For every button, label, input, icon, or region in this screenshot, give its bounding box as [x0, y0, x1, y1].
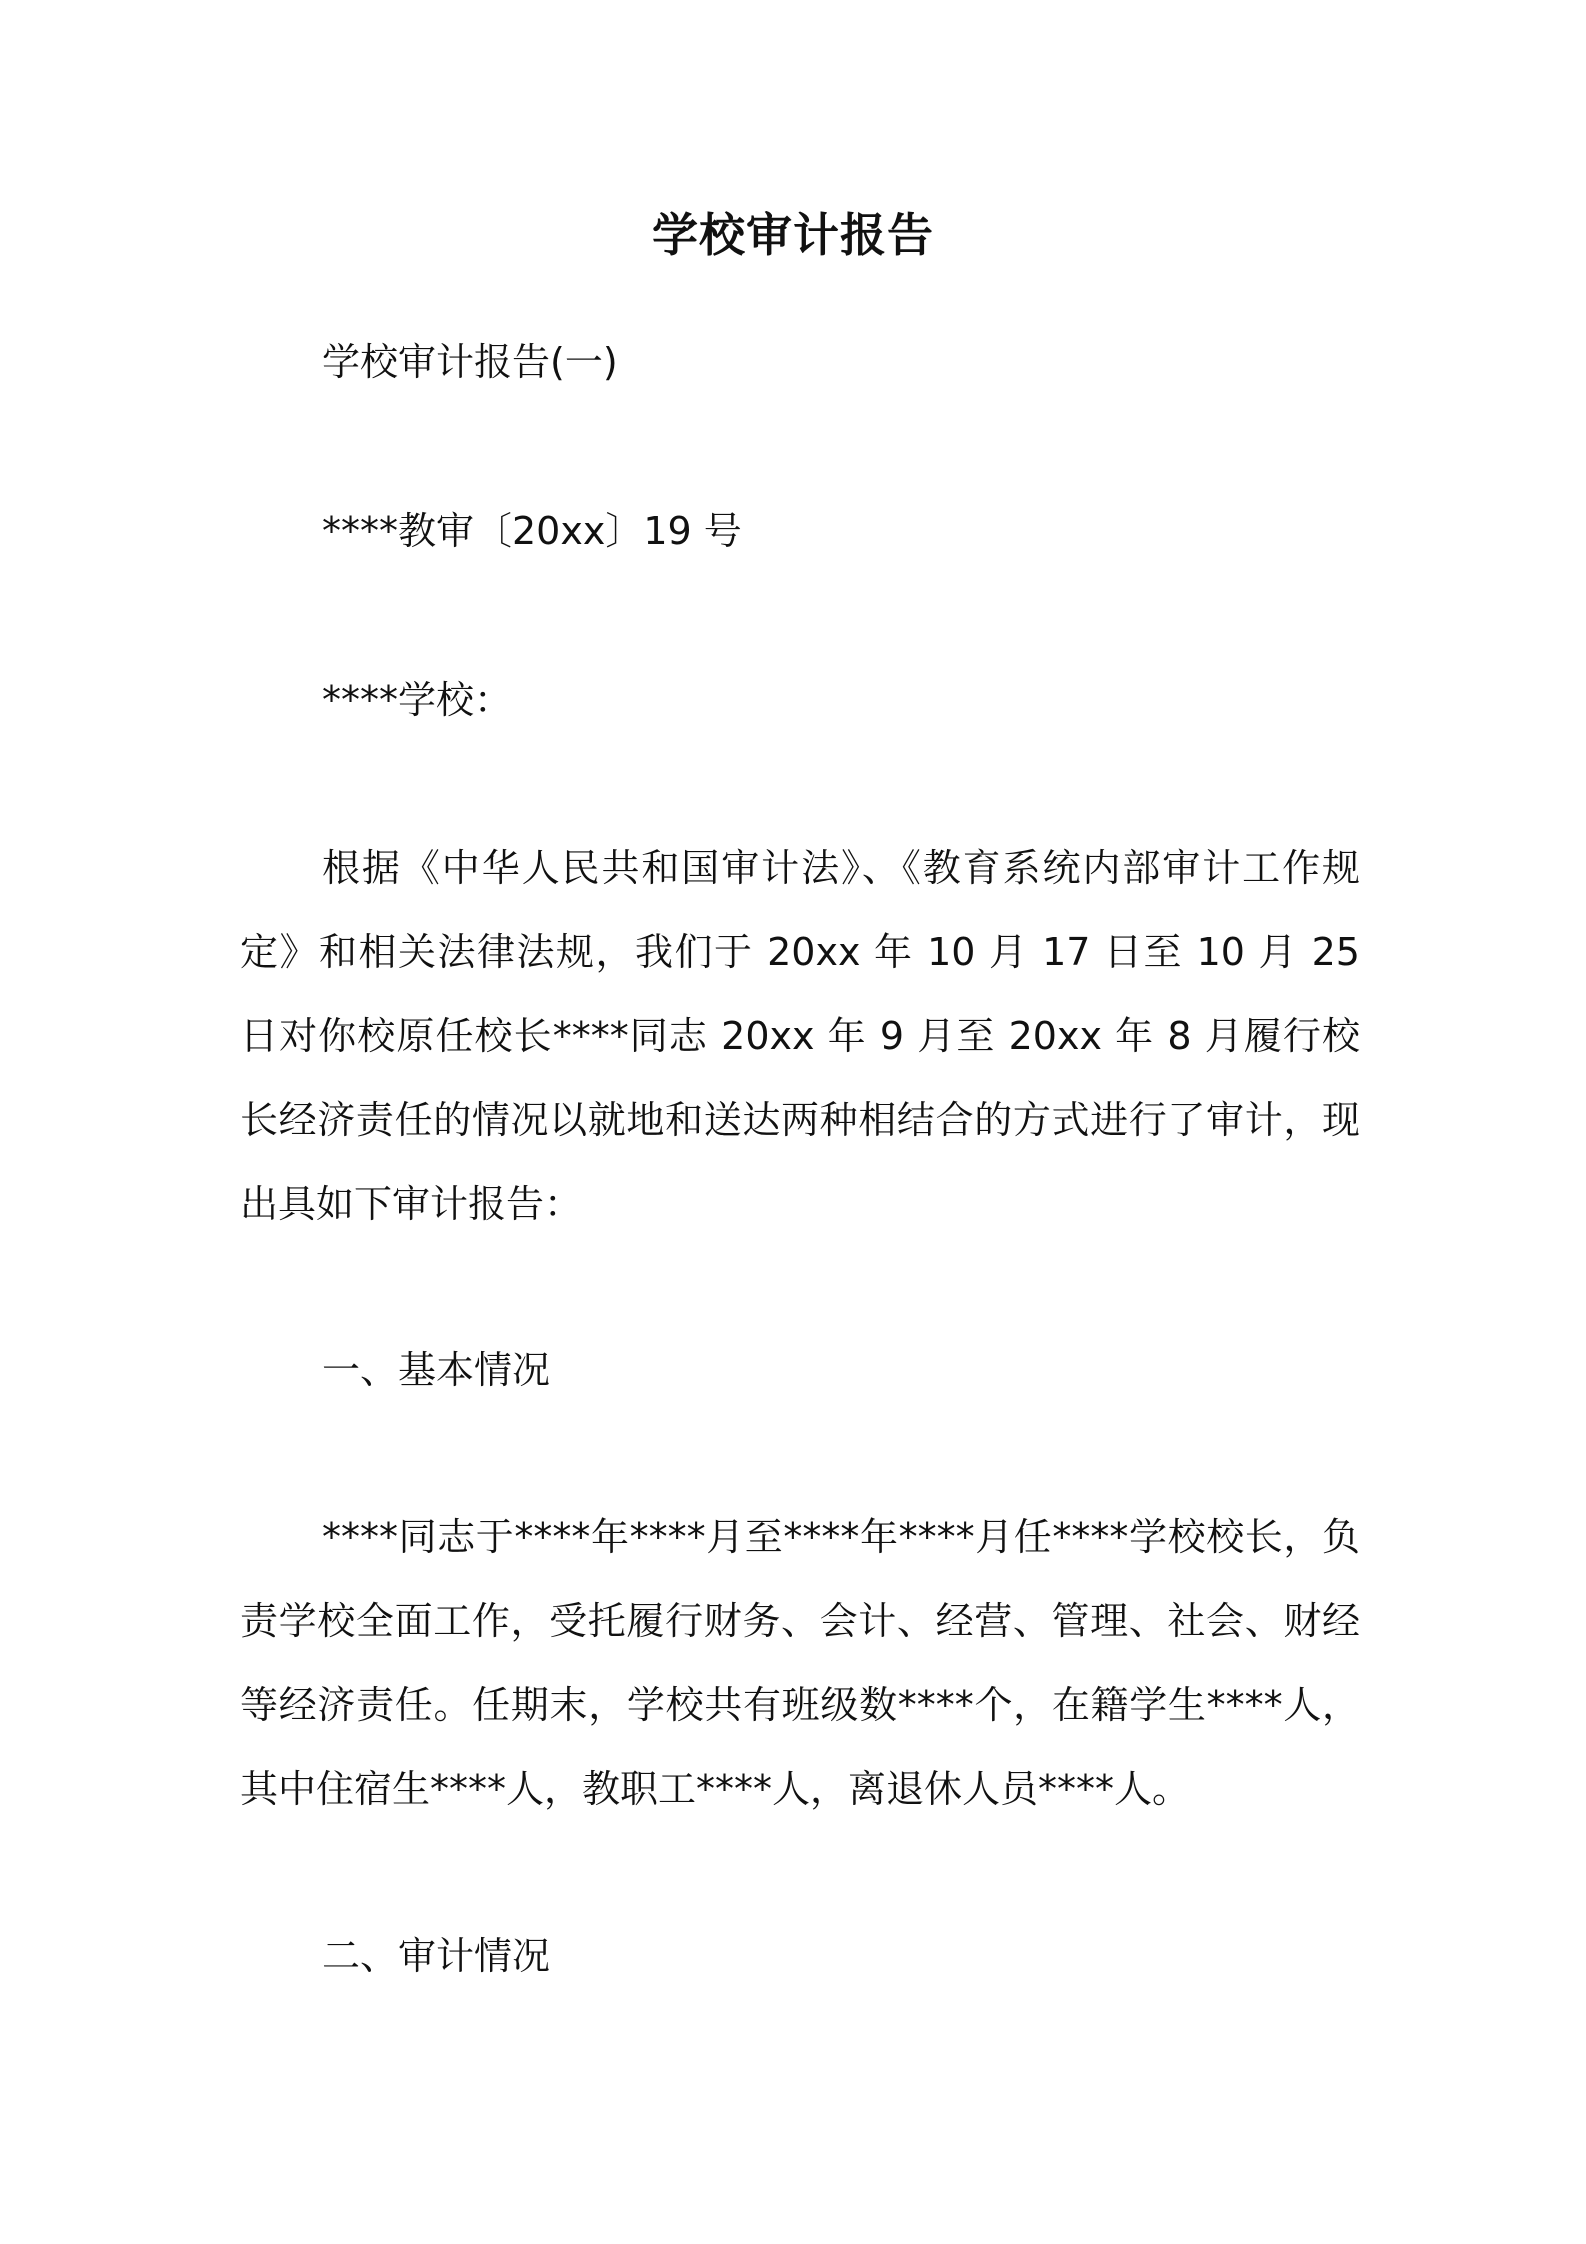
intro-paragraph: 根据《中华人民共和国审计法》、《教育系统内部审计工作规定》和相关法律法规，我们于 20xx 年 10 月 17 日至 10 月 25 日对你校原任校长****同志 20xx 年 9 月至 20xx 年 8 月履行校长经济责任的情况以就地和送达两种相结合的方式进行了审计，现出具如下审计报告： [240, 846, 1360, 1226]
section-heading-basic-info: 一、基本情况 [322, 1348, 551, 1392]
document-number: ****教审〔20xx〕19 号 [322, 509, 742, 553]
document-subtitle: 学校审计报告(一) [322, 340, 618, 384]
basic-info-paragraph: ****同志于****年****月至****年****月任****学校校长，负责学校全面工作，受托履行财务、会计、经营、管理、社会、财经等经济责任。任期末，学校共有班级数****个，在籍学生****人，其中住宿生****人，教职工****人，离退休人员****人。 [240, 1515, 1360, 1811]
document-title: 学校审计报告 [652, 208, 934, 262]
addressee: ****学校： [322, 678, 513, 722]
section-heading-audit-info: 二、审计情况 [322, 1934, 551, 1978]
